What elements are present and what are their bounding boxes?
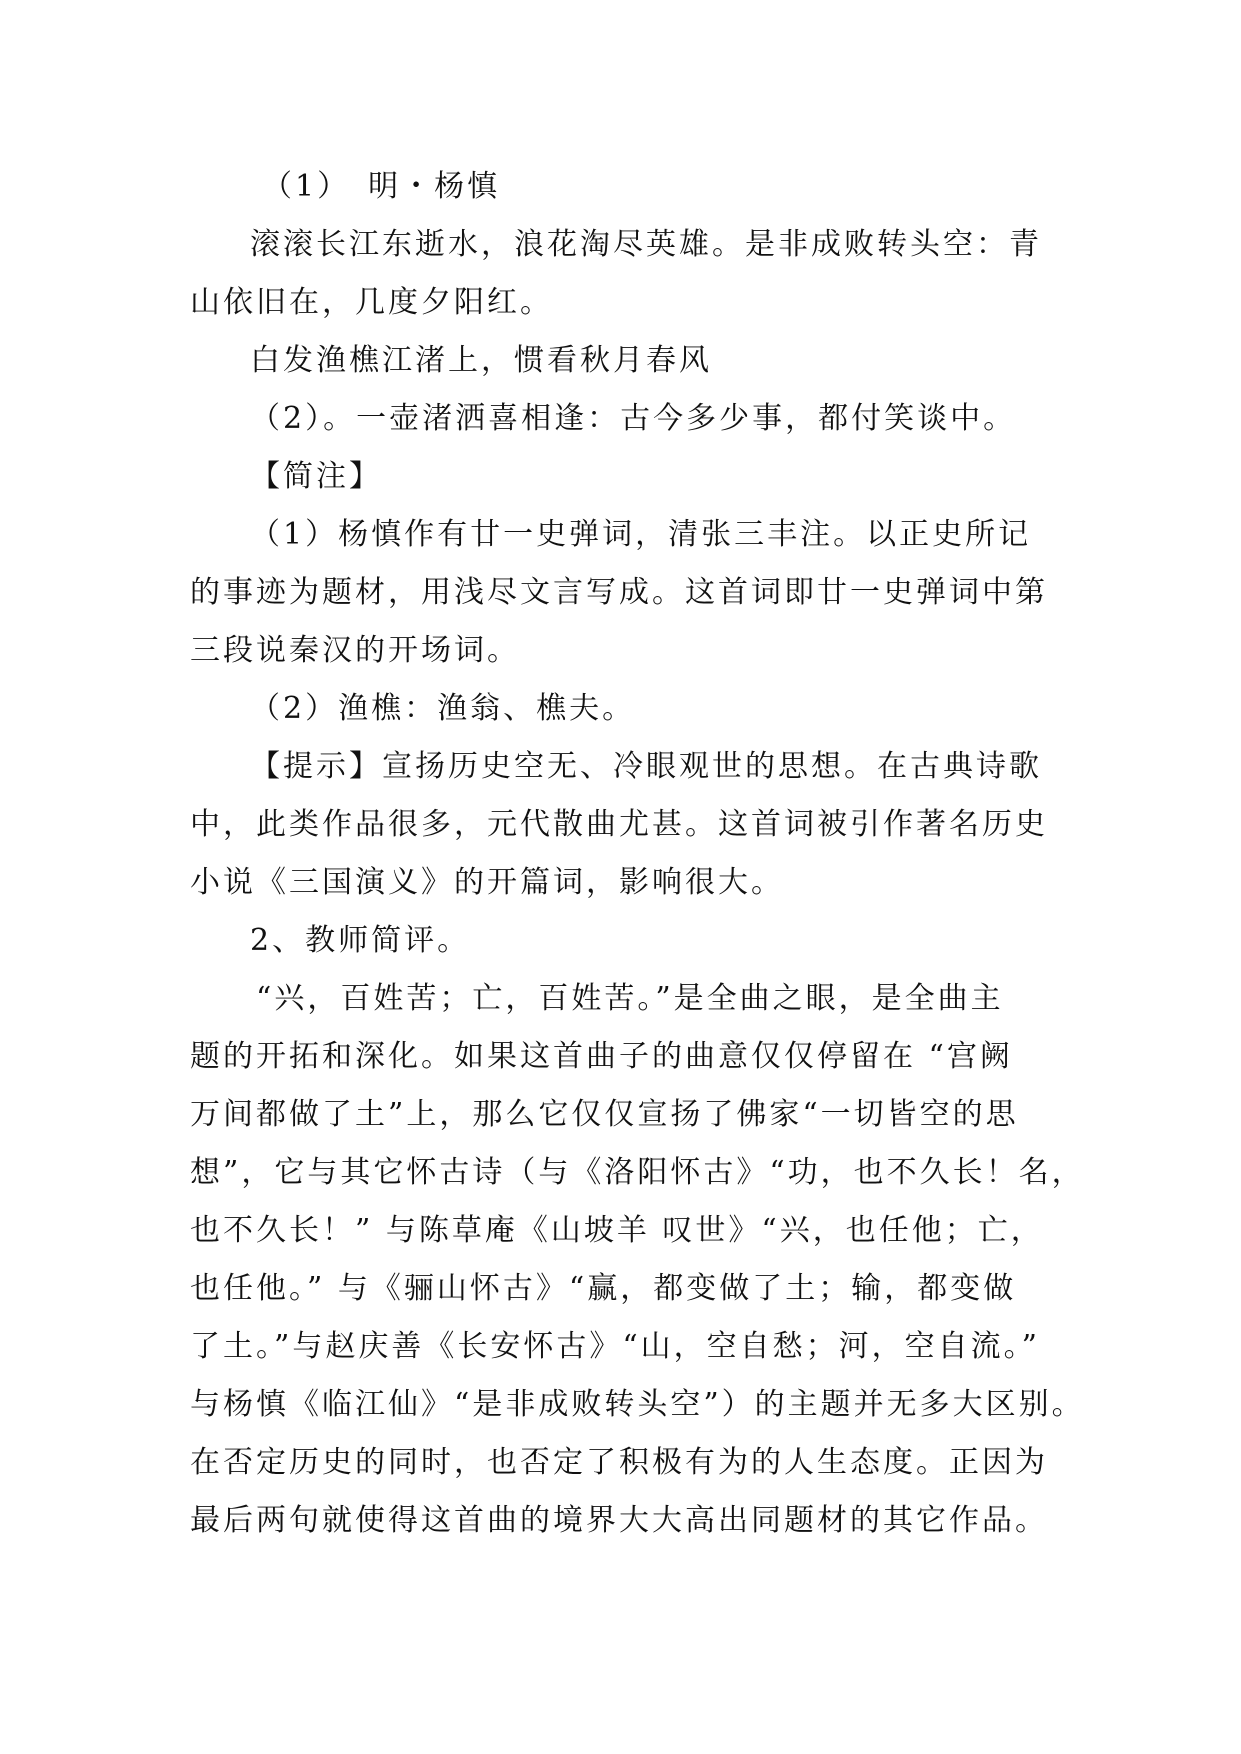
poem-line: 白发渔樵江渚上，惯看秋月春风 — [250, 343, 712, 378]
hint-line: 小说《三国演义》的开篇词，影响很大。 — [190, 865, 784, 900]
review-line: 与杨慎《临江仙》“是非成败转头空”）的主题并无多大区别。 — [190, 1387, 1085, 1422]
review-line: 题的开拓和深化。如果这首曲子的曲意仅仅停留在 “宫阙 — [190, 1039, 1013, 1074]
poem-line: 滚滚长江东逝水，浪花淘尽英雄。是非成败转头空：青 — [250, 227, 1042, 262]
review-line: 想”，它与其它怀古诗（与《洛阳怀古》“功，也不久长！名， — [190, 1155, 1085, 1190]
review-line: 万间都做了土”上，那么它仅仅宣扬了佛家“一切皆空的思 — [190, 1097, 1019, 1132]
poem-line: （2）。一壶渚洒喜相逢：古今多少事，都付笑谈中。 — [250, 401, 1017, 436]
document-body — [190, 158, 1085, 1550]
section-heading-notes: 【简注】 — [250, 459, 382, 494]
review-line: 在否定历史的同时，也否定了积极有为的人生态度。正因为 — [190, 1445, 1048, 1480]
note-line: 三段说秦汉的开场词。 — [190, 633, 520, 668]
hint-line: 中，此类作品很多，元代散曲尤甚。这首词被引作著名历史 — [190, 807, 1048, 842]
note-line: （2）渔樵：渔翁、樵夫。 — [250, 691, 636, 726]
hint-line: 【提示】宣扬历史空无、冷眼观世的思想。在古典诗歌 — [250, 749, 1042, 784]
note-line: （1）杨慎作有廿一史弹词，清张三丰注。以正史所记 — [250, 517, 1032, 552]
review-line: 了土。”与赵庆善《长安怀古》“山，空自愁；河，空自流。” — [190, 1329, 1041, 1364]
poem-heading: （1） 明・杨慎 — [262, 169, 501, 204]
review-line: 最后两句就使得这首曲的境界大大高出同题材的其它作品。 — [190, 1503, 1048, 1538]
review-line: “兴，百姓苦；亡，百姓苦。”是全曲之眼，是全曲主 — [256, 981, 1004, 1016]
section-heading-review: 2、教师简评。 — [250, 923, 471, 958]
poem-line: 山依旧在，几度夕阳红。 — [190, 285, 553, 320]
review-line: 也任他。” 与《骊山怀古》“赢，都变做了土；输，都变做 — [190, 1271, 1017, 1306]
note-line: 的事迹为题材，用浅尽文言写成。这首词即廿一史弹词中第 — [190, 575, 1048, 610]
review-line: 也不久长！” 与陈草庵《山坡羊 叹世》“兴，也任他；亡， — [190, 1213, 1044, 1248]
